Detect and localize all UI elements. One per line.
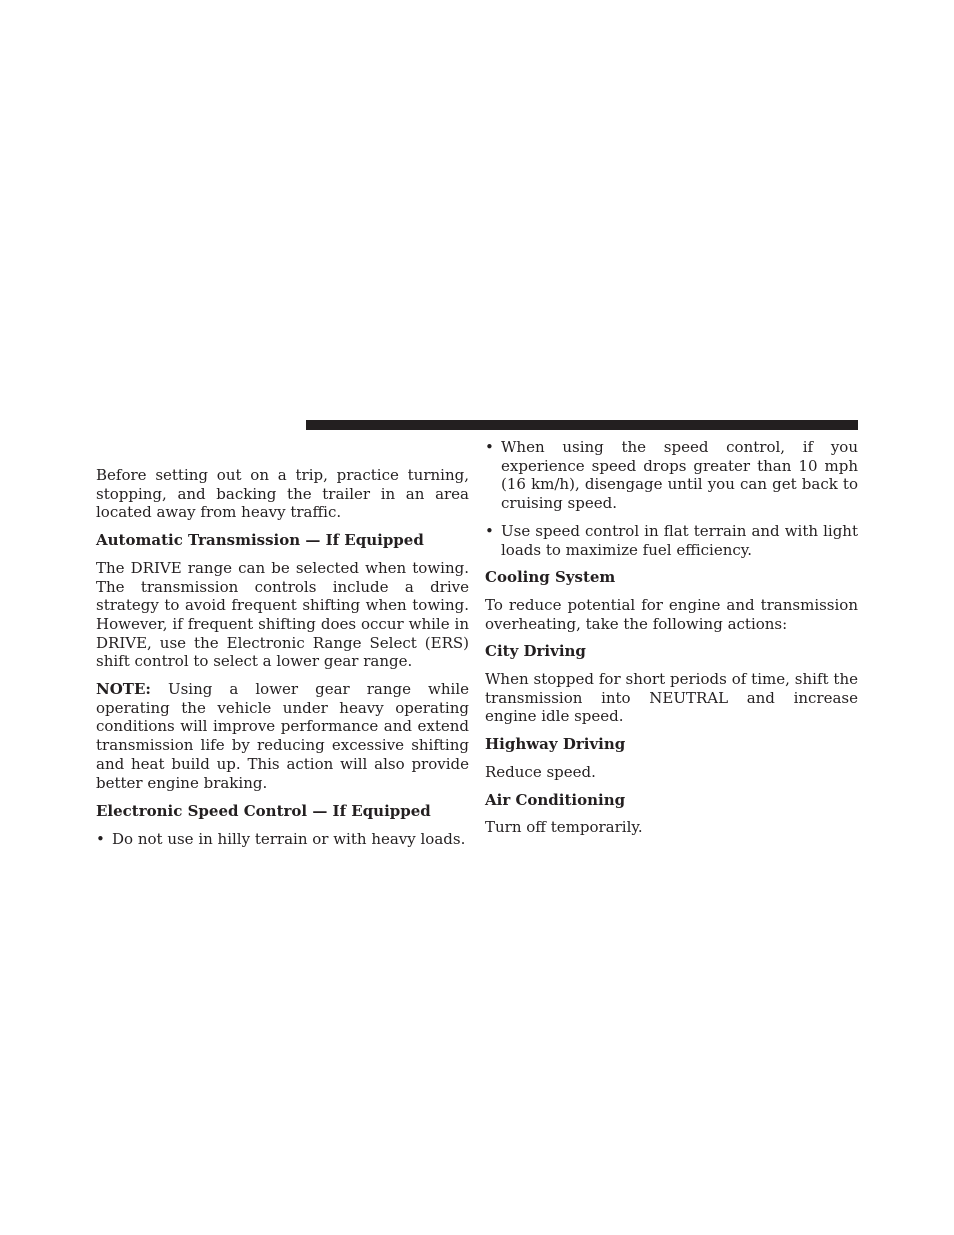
list-item [96, 830, 469, 849]
automatic-transmission-heading: Automatic Transmission — If Equipped [96, 531, 424, 550]
left-column [96, 438, 469, 849]
highway-driving-heading: Highway Driving [485, 735, 626, 754]
city-driving-heading: City Driving [485, 642, 586, 661]
bullet-text: Use speed control in flat terrain and with light loads to maximize fuel efficiency. [501, 521, 858, 559]
cooling-system-paragraph: To reduce potential for engine and transmission overheating, take the following actions: [485, 595, 858, 633]
bullet-icon: • [96, 829, 105, 848]
list-item [485, 438, 858, 513]
air-conditioning-heading: Air Conditioning [485, 790, 626, 809]
highway-driving-paragraph: Reduce speed. [485, 762, 596, 781]
right-column [485, 438, 858, 837]
note-label: NOTE: [96, 680, 151, 699]
note-paragraph [96, 680, 469, 792]
list-item [485, 522, 858, 559]
city-driving-paragraph: When stopped for short periods of time, shift the transmission into NEUTRAL and increase engine idle speed. [485, 670, 858, 726]
note-text: Using a lower gear range while operating the vehicle under heavy operating conditions will improve performance and extend transmission life by reducing excessive shifting and heat build up. This action will also provide better engine braking. [96, 680, 469, 792]
speed-control-heading: Electronic Speed Control — If Equipped [96, 802, 431, 821]
header-rule [306, 420, 858, 430]
bullet-icon: • [485, 521, 494, 540]
cooling-system-heading: Cooling System [485, 568, 616, 587]
air-conditioning-paragraph: Turn off temporarily. [485, 818, 643, 837]
intro-paragraph: Before setting out on a trip, practice turning, stopping, and backing the trailer in an area located away from heavy traffic. [96, 466, 469, 522]
automatic-transmission-paragraph: The DRIVE range can be selected when towing. The transmission controls include a drive strategy to avoid frequent shifting when towing. However, if frequent shifting does occur while in DRIVE, use the Electronic Range Select (ERS) shift control to select a lower gear range. [96, 558, 469, 671]
bullet-text: When using the speed control, if you experience speed drops greater than 10 mph (16 km/h), disengage until you can get back to cruising speed. [501, 438, 858, 513]
bullet-icon: • [485, 438, 494, 456]
bullet-text: Do not use in hilly terrain or with heavy loads. [112, 829, 466, 848]
